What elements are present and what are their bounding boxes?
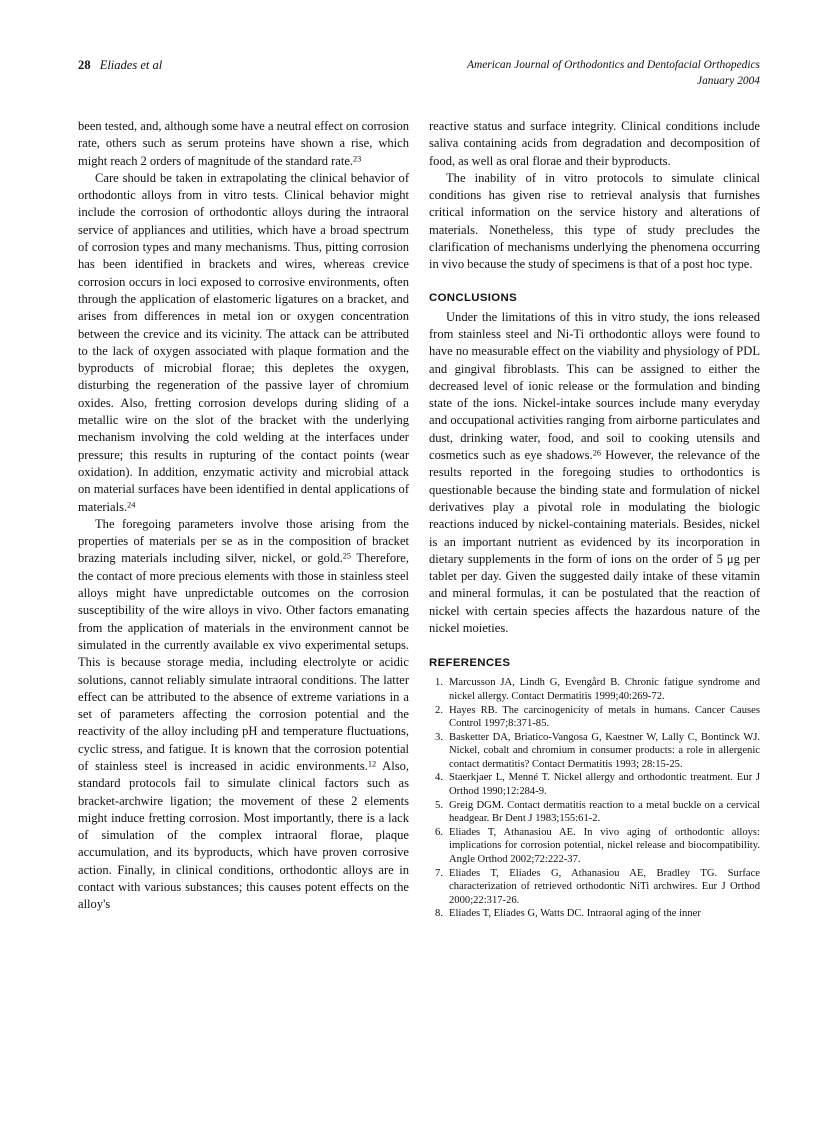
- citation-marker-26: 26: [592, 448, 601, 458]
- reference-text: Eliades T, Athanasiou AE. In vivo aging of orthodontic alloys: implications for corrosion potential, nickel release and biocompatibility. Angle Orthod 2002;72:222-37.: [449, 826, 760, 866]
- reference-item: [429, 907, 760, 921]
- paragraph-care-should-be-taken: [78, 170, 409, 516]
- section-heading-references: REFERENCES: [429, 657, 511, 670]
- reference-number: 7.: [435, 867, 443, 879]
- reference-text: Marcusson JA, Lindh G, Evengård B. Chronic fatigue syndrome and nickel allergy. Contact Dermatitis 1999;40:269-72.: [449, 677, 760, 702]
- paragraph-reactive-status: reactive status and surface integrity. Clinical conditions include saliva containing acids from degradation and decomposition of food, as well as oral florae and their byproducts.: [429, 119, 760, 168]
- paragraph-text: Care should be taken in extrapolating the clinical behavior of orthodontic alloys from in vitro tests. Clinical behavior might include the corrosion of orthodontic alloys during the intraoral service of appliances and utilities, which have a broad spectrum of corrosion types and many mechanisms. Thus, pitting corrosion has been identified in brackets and wires, whereas crevice corrosion occurs in loci exposed to corrosive environments, often through the application of elastomeric ligatures on a bracket, and arises from differences in metal ion or oxygen concentration between the crevice and its vicinity. The attack can be attributed to the lack of oxygen associated with plaque formation and the byproducts of microbial florae; this depletes the oxygen, disturbing the regeneration of the passive layer of chromium oxides. Also, fretting corrosion develops during sliding of a metallic wire on the slot of the bracket with the underlying mechanism involving the cold welding at the interfaces under pressure; this results in rupturing of the contact points (wear oxidation). In addition, enzymatic activity and microbial attack on material surfaces have been identified in dental applications of materials.: [78, 170, 409, 514]
- reference-item: [429, 826, 760, 867]
- reference-number: 4.: [435, 772, 443, 784]
- reference-item: [429, 771, 760, 798]
- reference-number: 1.: [435, 677, 443, 689]
- reference-item: [429, 799, 760, 826]
- reference-item: [429, 704, 760, 731]
- reference-list: [429, 676, 760, 921]
- paragraph-conclusions: [429, 309, 760, 638]
- reference-text: Basketter DA, Briatico-Vangosa G, Kaestner W, Lally C, Bontinck WJ. Nickel, cobalt and chromium in consumer products: a role in allergenic contact dermatitis? Contact Dermatitis 1993; 28:15-25.: [449, 731, 760, 770]
- paragraph-text: been tested, and, although some have a neutral effect on corrosion rate, others such as serum proteins have shown a rise, which might reach 2 orders of magnitude of the standard rate.: [78, 119, 409, 168]
- reference-text: Eliades T, Eliades G, Watts DC. Intraoral aging of the inner: [449, 908, 701, 920]
- citation-marker-23: 23: [353, 154, 362, 164]
- paragraph-continued: [78, 118, 409, 170]
- paragraph-text-cont2: Also, standard protocols fail to simulate clinical factors such as bracket-archwire ligation; the movement of these 2 elements might induce fretting corrosion. Most importantly, there is a lack of simulation of the complex intraoral florae, plaque accumulation, and its byproducts, which have proven corrosive action. Finally, in clinical conditions, orthodontic alloys are in contact with various substances; this causes potent effects on the alloy's: [78, 758, 410, 912]
- paragraph-text-cont: Therefore, the contact of more precious elements with those in stainless steel alloys might have unpredictable outcomes on the corrosion susceptibility of the wire alloys in vivo. Other factors emanating from the application of materials in the environment cannot be simulated in the currently available ex vivo experimental setups. This is because storage media, including electrolyte or acidic solutions, cannot reliably simulate intraoral conditions. The latter effect can be attributed to the absence of extreme variations in a set of parameters affecting the corrosion potential and the reactivity of the alloy including pH and temperature fluctuations, cyclic stress, and fatigue. It is known that the corrosion potential of stainless steel is increased in acidic environments.: [78, 551, 410, 773]
- reference-number: 3.: [435, 731, 443, 743]
- paragraph-foregoing-parameters: [78, 516, 409, 914]
- reference-text: Greig DGM. Contact dermatitis reaction to a metal buckle on a cervical headgear. Br Dent J 1983;155:61-2.: [449, 799, 760, 825]
- column-right: [429, 118, 760, 921]
- reference-item: [429, 731, 760, 772]
- citation-marker-12: 12: [367, 759, 377, 769]
- reference-number: 2.: [435, 704, 443, 716]
- reference-text: Eliades T, Eliades G, Athanasiou AE, Bradley TG. Surface characterization of retrieved orthodontic NiTi archwires. Eur J Orthod 2000;22:317-26.: [449, 867, 760, 906]
- reference-item: [429, 676, 760, 703]
- reference-number: 6.: [435, 826, 443, 838]
- reference-number: 5.: [435, 799, 443, 811]
- paragraph-inability-in-vitro: The inability of in vitro protocols to simulate clinical conditions has given rise to retrieval analysis that furnishes critical information on the service history and alterations of materials. Nonetheless, this type of study precludes the clarification of mechanisms underlying the phenomena occurring in vivo because the study of specimens is that of a post hoc type.: [429, 170, 760, 272]
- column-left: [78, 118, 409, 914]
- paragraph-text: Under the limitations of this in vitro study, the ions released from stainless steel and Ni-Ti orthodontic alloys were found to have no measurable effect on the viability and physiology of PDL and gingival fibroblasts. This can be assigned to either the decreased level of ionic release or the formulation and binding state of the ions. Nickel-intake sources include many everyday and occupational activities ranging from airborne particulates and dust, drinking water, food, and soil to cooking utensils and cosmetics such as eye shadows.: [429, 309, 760, 463]
- journal-title: American Journal of Orthodontics and Dentofacial Orthopedics: [467, 59, 760, 71]
- running-head-left: [78, 58, 162, 73]
- reference-number: 8.: [435, 908, 443, 920]
- citation-marker-24: 24: [127, 500, 136, 510]
- paragraph-text-cont: However, the relevance of the results reported in the foregoing studies to orthodontics is questionable because the binding state and formulation of nickel derivatives play a pivotal role in modulating the biologic reactions induced by nickel-containing materials. Besides, nickel is an important nutrient as evidenced by its incorporation in dietary supplements in the form of ions on the order of 5 μg per tablet per day. Given the suggested daily intake of these vitamin and mineral formulas, it can be postulated that the reaction of nickel with certain species affects the hazardous nature of the nickel moieties.: [429, 448, 761, 636]
- page-number: 28: [78, 58, 91, 72]
- reference-text: Staerkjaer L, Menné T. Nickel allergy and orthodontic treatment. Eur J Orthod 1990;12:284-9.: [449, 772, 760, 798]
- reference-text: Hayes RB. The carcinogenicity of metals in humans. Cancer Causes Control 1997;8:371-85.: [449, 704, 760, 730]
- paragraph-text: The foregoing parameters involve those arising from the properties of materials per se as in the composition of bracket brazing materials including silver, nickel, or gold.: [78, 516, 409, 566]
- running-head-right: [467, 58, 760, 89]
- issue-date: January 2004: [697, 74, 760, 87]
- citation-marker-25: 25: [342, 551, 352, 561]
- reference-item: [429, 867, 760, 908]
- running-head-authors: Eliades et al: [99, 58, 163, 72]
- running-head: [78, 58, 760, 100]
- section-heading-conclusions: CONCLUSIONS: [429, 291, 518, 304]
